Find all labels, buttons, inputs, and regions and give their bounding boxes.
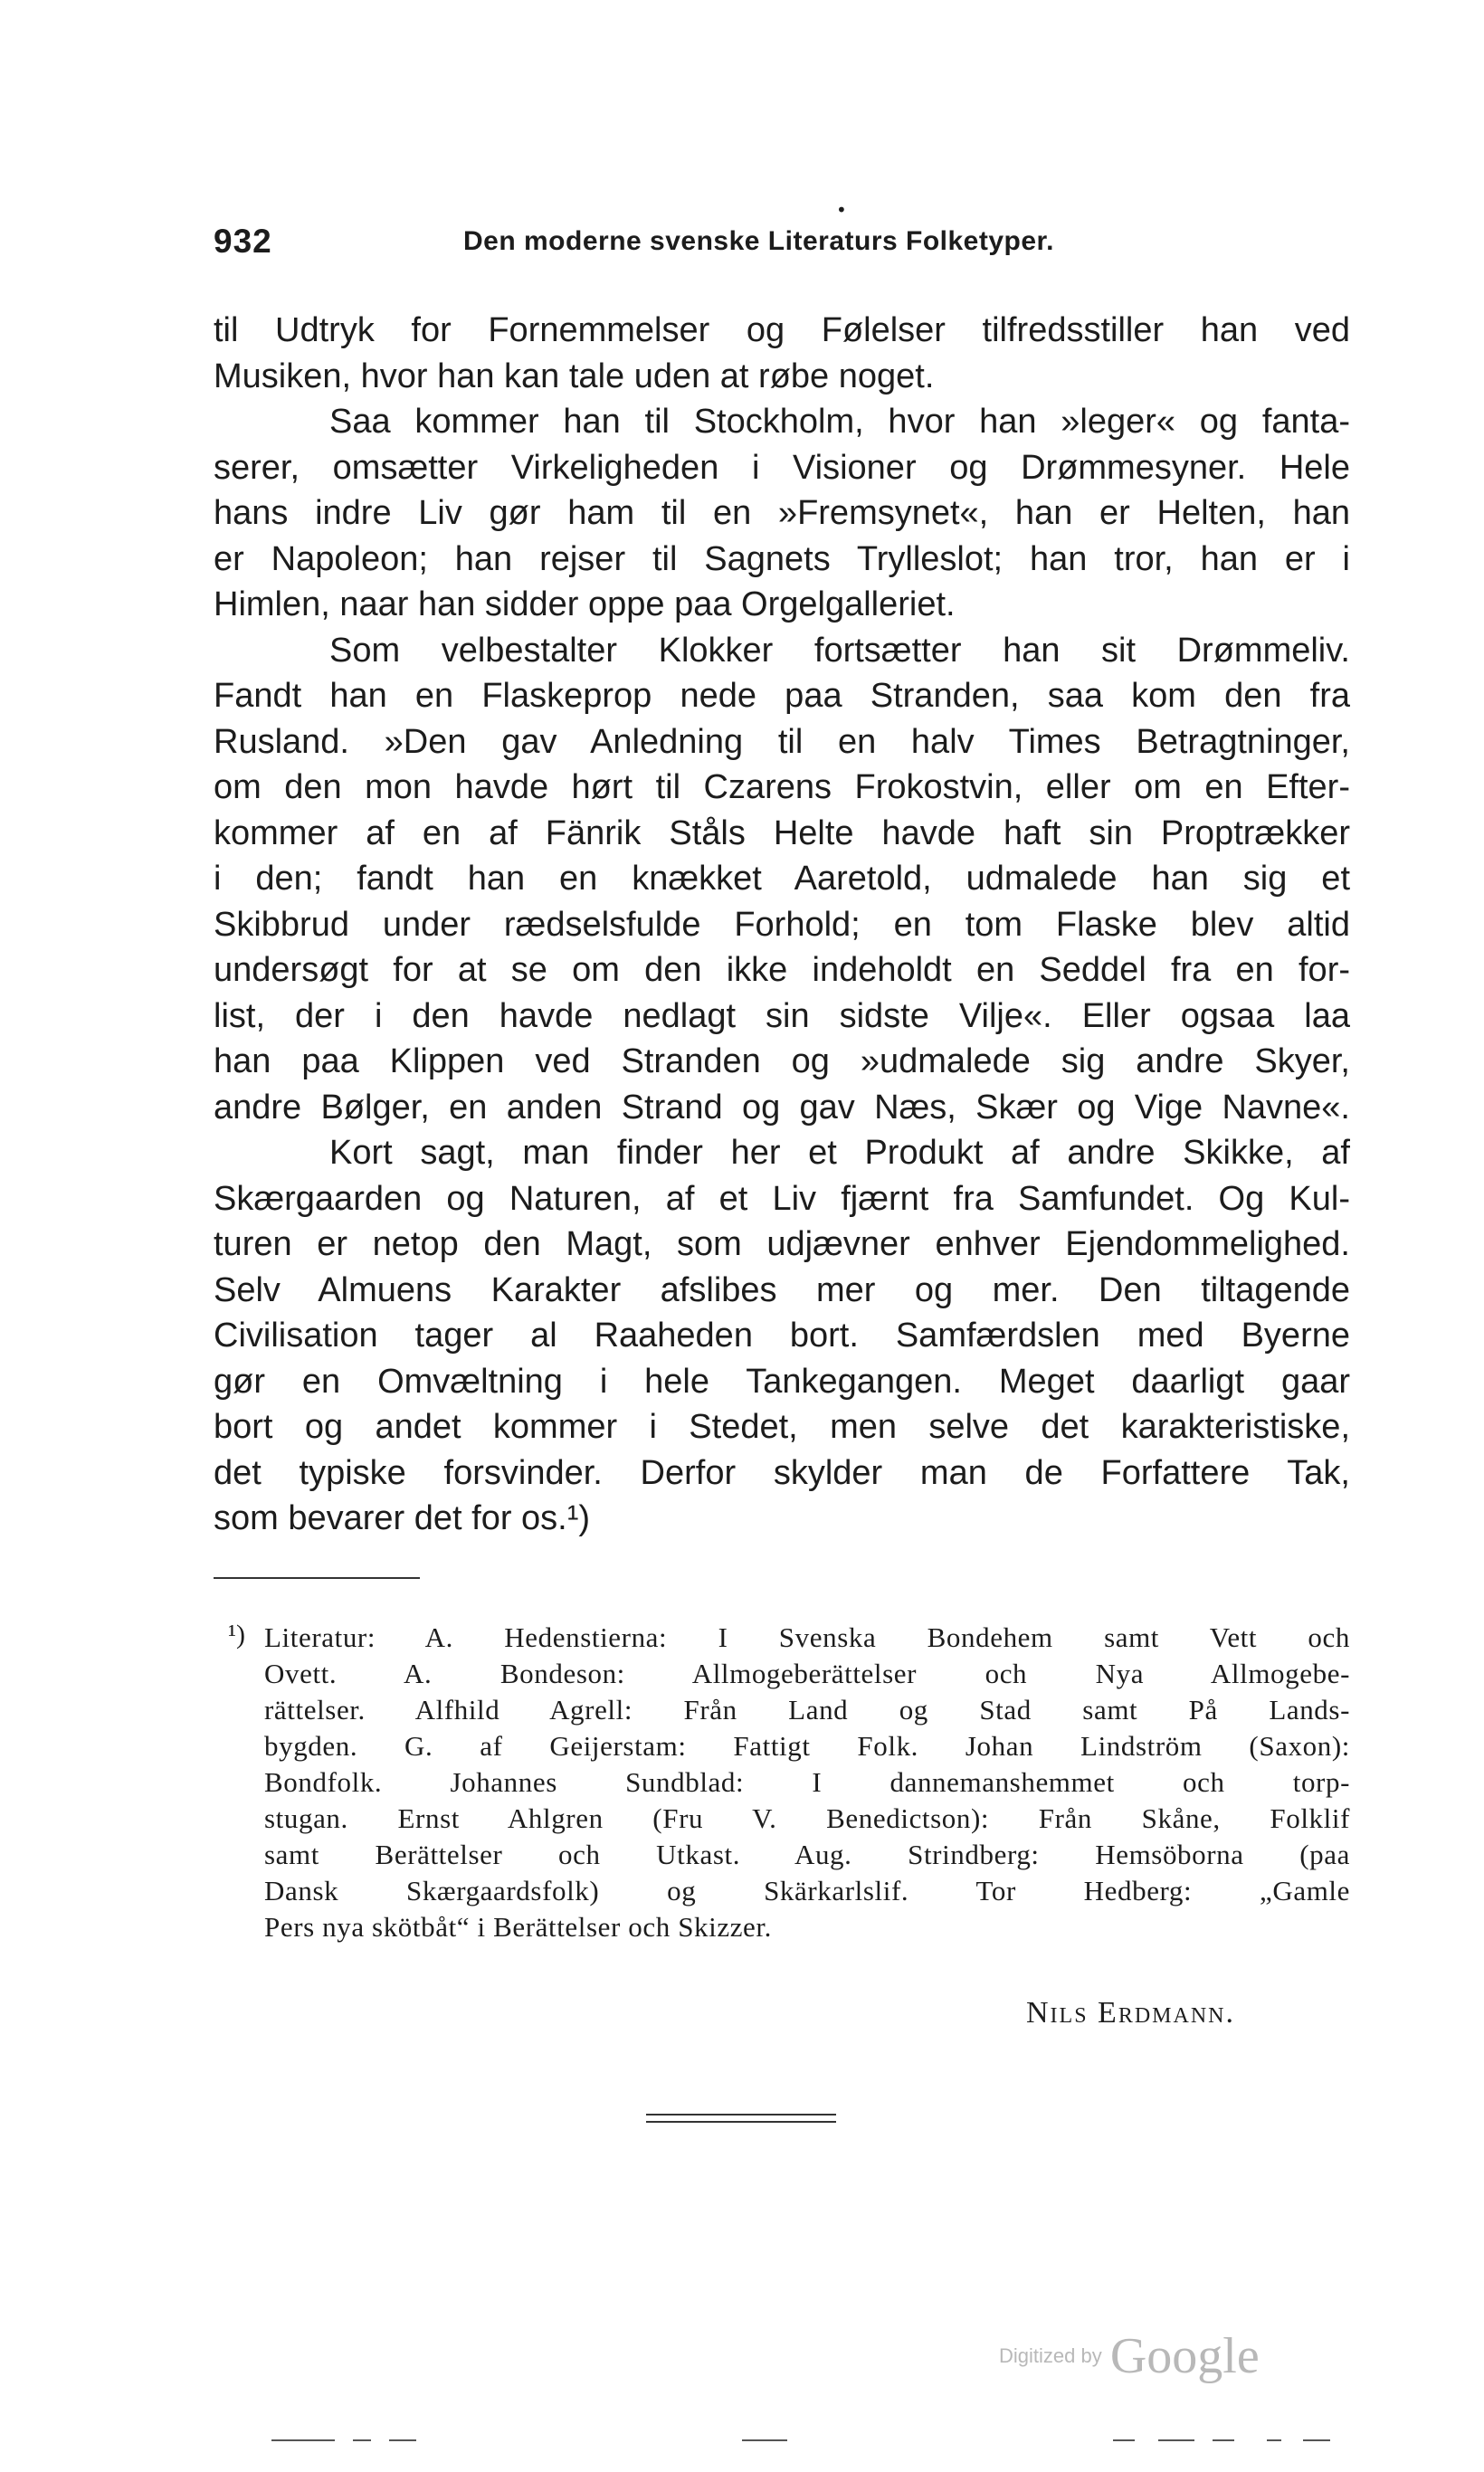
footnote-line: Pers nya skötbåt“ i Berättelser och Skizzer.: [264, 1911, 772, 1943]
text-line: om den mon havde hørt til Czarens Frokostvin, eller om en Efter-: [214, 768, 1350, 806]
footnote-separator: [214, 1577, 420, 1579]
footnote-line: bygden. G. af Geijerstam: Fattigt Folk. Johan Lindström (Saxon):: [264, 1730, 1350, 1762]
footnote-line: Dansk Skærgaardsfolk) og Skärkarlslif. Tor Hedberg: „Gamle: [264, 1875, 1350, 1906]
text-line: gør en Omvæltning i hele Tankegangen. Meget daarligt gaar: [214, 1362, 1350, 1401]
text-line: serer, omsætter Virkeligheden i Visioner og Drømmesyner. Hele: [214, 448, 1350, 487]
text-line: er Napoleon; han rejser til Sagnets Trylleslot; han tror, han er i: [214, 539, 1350, 578]
text-line: i den; fandt han en knækket Aaretold, udmalede han sig et: [214, 860, 1350, 898]
footnote-line: stugan. Ernst Ahlgren (Fru V. Benedictson): Från Skåne, Folklif: [264, 1802, 1350, 1834]
end-rule: [646, 2114, 836, 2115]
text-line: andre Bølger, en anden Strand og gav Næs, Skær og Vige Navne«.: [214, 1088, 1350, 1127]
text-line: det typiske forsvinder. Derfor skylder man de Forfattere Tak,: [214, 1453, 1350, 1492]
text-line: Rusland. »Den gav Anledning til en halv Times Betragtninger,: [214, 722, 1350, 761]
running-title: Den moderne svenske Literaturs Folketyper.: [463, 226, 1054, 256]
text-line: hans indre Liv gør ham til en »Fremsynet«, han er Helten, han: [214, 494, 1350, 532]
scan-artifact-marks: [271, 2439, 1448, 2448]
text-line: undersøgt for at se om den ikke indeholdt en Seddel fra en for-: [214, 951, 1350, 989]
text-line: Selv Almuens Karakter afslibes mer og mer. Den tiltagende: [214, 1270, 1350, 1309]
page-number: 932: [214, 223, 272, 260]
footnote: [228, 1620, 1350, 1945]
text-line: Som velbestalter Klokker fortsætter han sit Drømmeliv.: [329, 631, 1350, 670]
text-line: Civilisation tager al Raaheden bort. Samfærdslen med Byerne: [214, 1317, 1350, 1355]
running-head: [214, 199, 1354, 268]
footnote-line: Ovett. A. Bondeson: Allmogeberättelser och Nya Allmogebe-: [264, 1658, 1350, 1689]
text-line: som bevarer det for os.¹): [214, 1499, 591, 1537]
text-line: turen er netop den Magt, som udjævner enhver Ejendommelighed.: [214, 1225, 1350, 1263]
text-line: kommer af en af Fänrik Ståls Helte havde haft sin Proptrækker: [214, 813, 1350, 852]
text-line: Saa kommer han til Stockholm, hvor han »leger« og fanta-: [329, 403, 1350, 441]
end-rule: [646, 2121, 836, 2123]
footnote-line: samt Berättelser och Utkast. Aug. Strindberg: Hemsöborna (paa: [264, 1839, 1350, 1870]
text-line: til Udtryk for Fornemmelser og Følelser tilfredsstiller han ved: [214, 311, 1350, 349]
text-line: Himlen, naar han sidder oppe paa Orgelgalleriet.: [214, 585, 956, 623]
main-text: [214, 308, 1350, 1542]
text-line: Fandt han en Flaskeprop nede paa Stranden, saa kom den fra: [214, 677, 1350, 715]
footnote-line: rättelser. Alfhild Agrell: Från Land og Stad samt På Lands-: [264, 1694, 1350, 1726]
text-line: list, der i den havde nedlagt sin sidste Vilje«. Eller ogsaa laa: [214, 996, 1350, 1035]
google-logo: Google: [1109, 2328, 1260, 2384]
text-line: Kort sagt, man finder her et Produkt af andre Skikke, af: [329, 1134, 1350, 1172]
watermark-prefix: Digitized by: [999, 2344, 1102, 2367]
digitized-watermark: [999, 2327, 1260, 2382]
text-line: Musiken, hvor han kan tale uden at røbe noget.: [214, 357, 935, 395]
text-line: bort og andet kommer i Stedet, men selve det karakteristiske,: [214, 1408, 1350, 1446]
text-line: Skærgaarden og Naturen, af et Liv fjærnt fra Samfundet. Og Kul-: [214, 1179, 1350, 1218]
text-line: Skibbrud under rædselsfulde Forhold; en tom Flaske blev altid: [214, 905, 1350, 944]
footnote-marker: ¹): [228, 1620, 245, 1650]
footnote-line: Literatur: A. Hedenstierna: I Svenska Bondehem samt Vett och: [264, 1621, 1350, 1653]
author-signature: Nils Erdmann.: [1026, 1996, 1235, 2030]
header-dot-mark: •: [836, 199, 847, 221]
footnote-line: Bondfolk. Johannes Sundblad: I dannemanshemmet och torp-: [264, 1766, 1350, 1798]
text-line: han paa Klippen ved Stranden og »udmalede sig andre Skyer,: [214, 1042, 1350, 1080]
